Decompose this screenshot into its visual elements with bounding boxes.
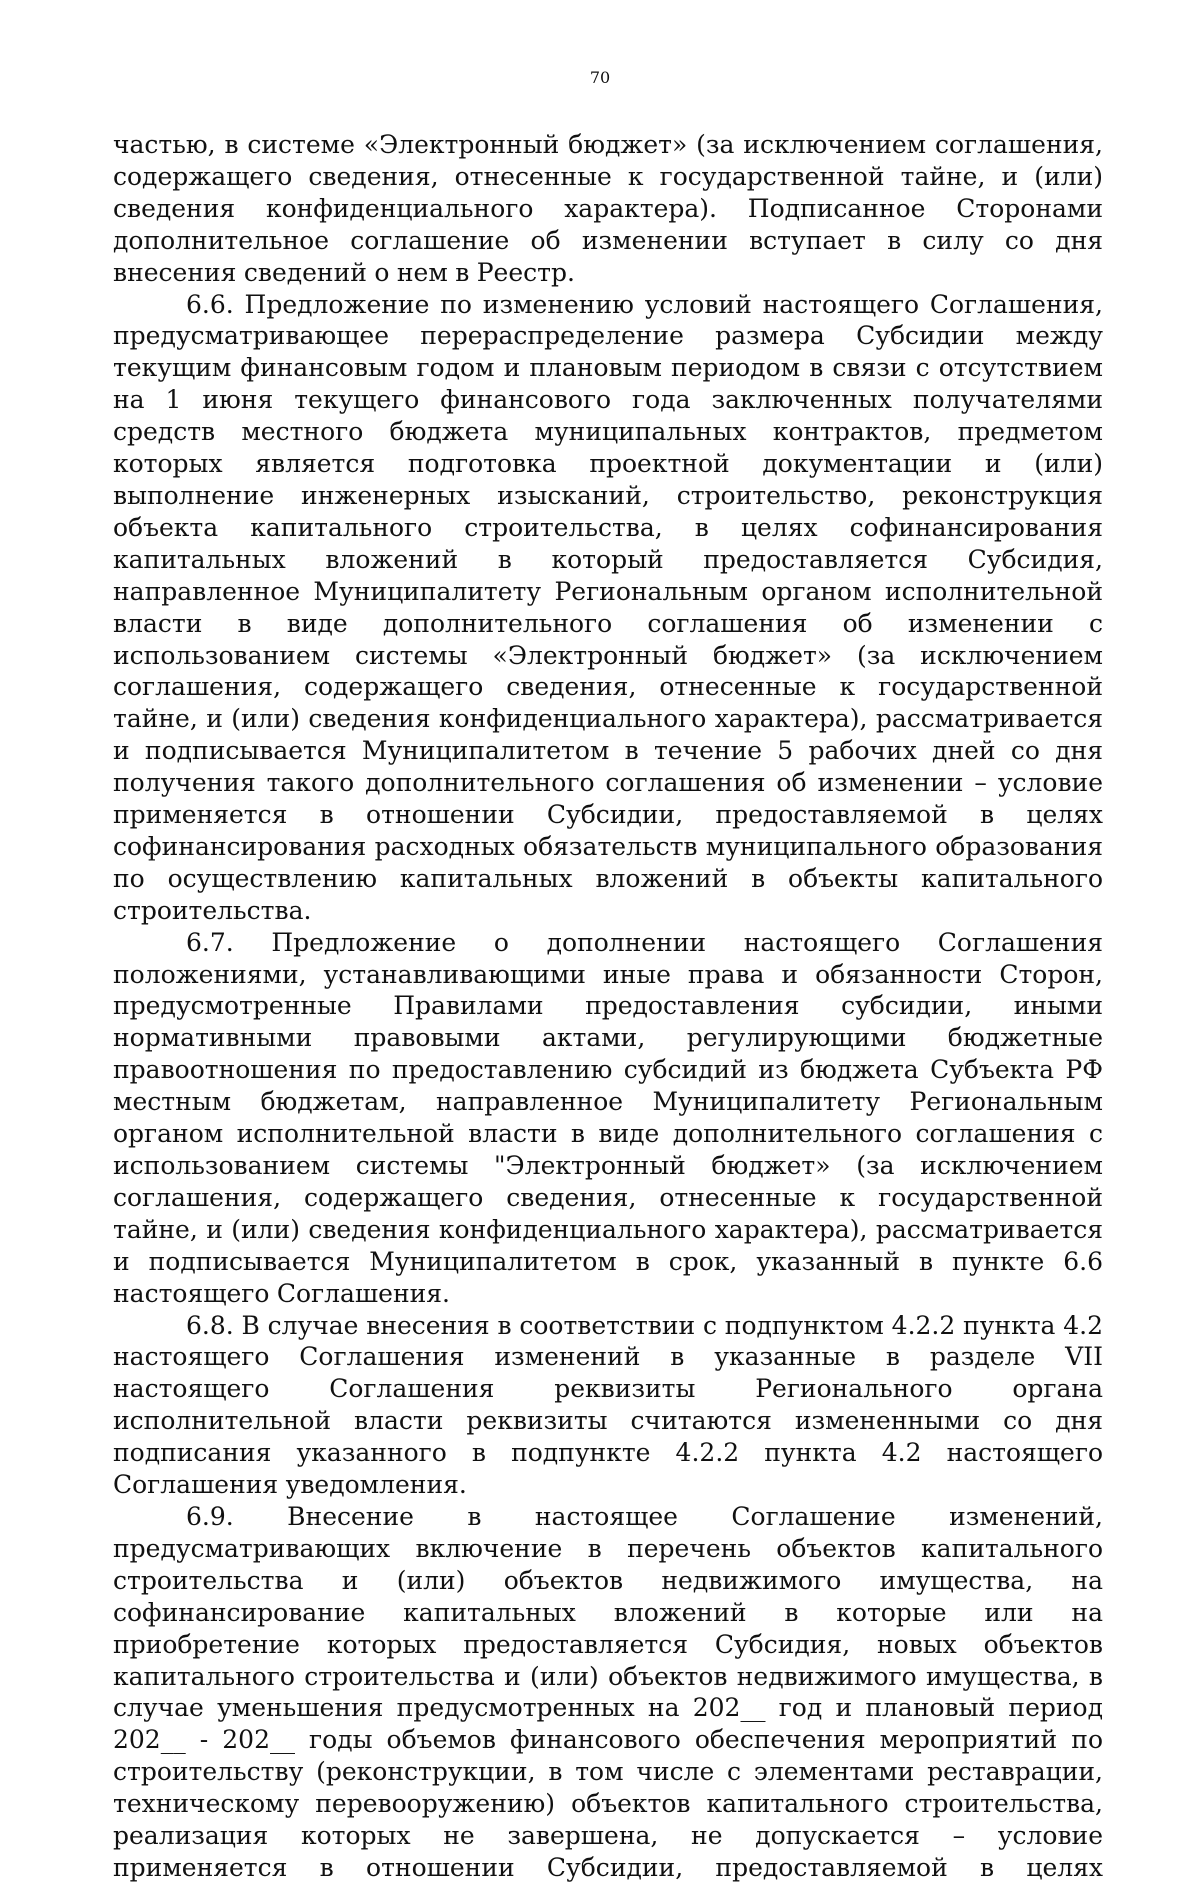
- page-number: 70: [589, 68, 611, 87]
- paragraph-6-8: 6.8. В случае внесения в соответствии с подпунктом 4.2.2 пункта 4.2 настоящего Соглашения изменений в указанные в разделе VII настоящего Соглашения реквизиты Регионального органа исполнительной власти реквизиты считаются измененными со дня подписания указанного в подпункте 4.2.2 пункта 4.2 настоящего Соглашения уведомления.: [113, 1310, 1103, 1500]
- paragraph-6-5-continuation: частью, в системе «Электронный бюджет» (за исключением соглашения, содержащего сведения, отнесенные к государственной тайне, и (или) сведения конфиденциального характера). Подписанное Сторонами дополнительное соглашение об изменении вступает в силу со дня внесения сведений о нем в Реестр.: [113, 130, 1103, 287]
- paragraph-6-6: 6.6. Предложение по изменению условий настоящего Соглашения, предусматривающее перераспределение размера Субсидии между текущим финансовым годом и плановым периодом в связи с отсутствием на 1 июня текущего финансового года заключенных получателями средств местного бюджета муниципальных контрактов, предметом которых является подготовка проектной документации и (или) выполнение инженерных изысканий, строительство, реконструкция объекта капитального строительства, в целях софинансирования капитальных вложений в который предоставляется Субсидия, направленное Муниципалитету Региональным органом исполнительной власти в виде дополнительного соглашения об изменении с использованием системы «Электронный бюджет» (за исключением соглашения, содержащего сведения, отнесенные к государственной тайне, и (или) сведения конфиденциального характера), рассматривается и подписывается Муниципалитетом в течение 5 рабочих дней со дня получения такого дополнительного соглашения об изменении – условие применяется в отношении Субсидии, предоставляемой в целях софинансирования расходных обязательств муниципального образования по осуществлению капитальных вложений в объекты капитального строительства.: [113, 289, 1103, 925]
- document-body: [113, 129, 1103, 1884]
- paragraph-6-9: 6.9. Внесение в настоящее Соглашение изменений, предусматривающих включение в перечень объектов капитального строительства и (или) объектов недвижимого имущества, на софинансирование капитальных вложений в которые или на приобретение которых предоставляется Субсидия, новых объектов капитального строительства и (или) объектов недвижимого имущества, в случае уменьшения предусмотренных на 202__ год и плановый период 202__ - 202__ годы объемов финансового обеспечения мероприятий по строительству (реконструкции, в том числе с элементами реставрации, техническому перевооружению) объектов капитального строительства, реализация которых не завершена, не допускается – условие применяется в отношении Субсидии, предоставляемой в целях: [113, 1501, 1103, 1882]
- paragraph-6-7: 6.7. Предложение о дополнении настоящего Соглашения положениями, устанавливающими иные права и обязанности Сторон, предусмотренные Правилами предоставления субсидии, иными нормативными правовыми актами, регулирующими бюджетные правоотношения по предоставлению субсидий из бюджета Субъекта РФ местным бюджетам, направленное Муниципалитету Региональным органом исполнительной власти в виде дополнительного соглашения с использованием системы "Электронный бюджет» (за исключением соглашения, содержащего сведения, отнесенные к государственной тайне, и (или) сведения конфиденциального характера), рассматривается и подписывается Муниципалитетом в срок, указанный в пункте 6.6 настоящего Соглашения.: [113, 927, 1103, 1308]
